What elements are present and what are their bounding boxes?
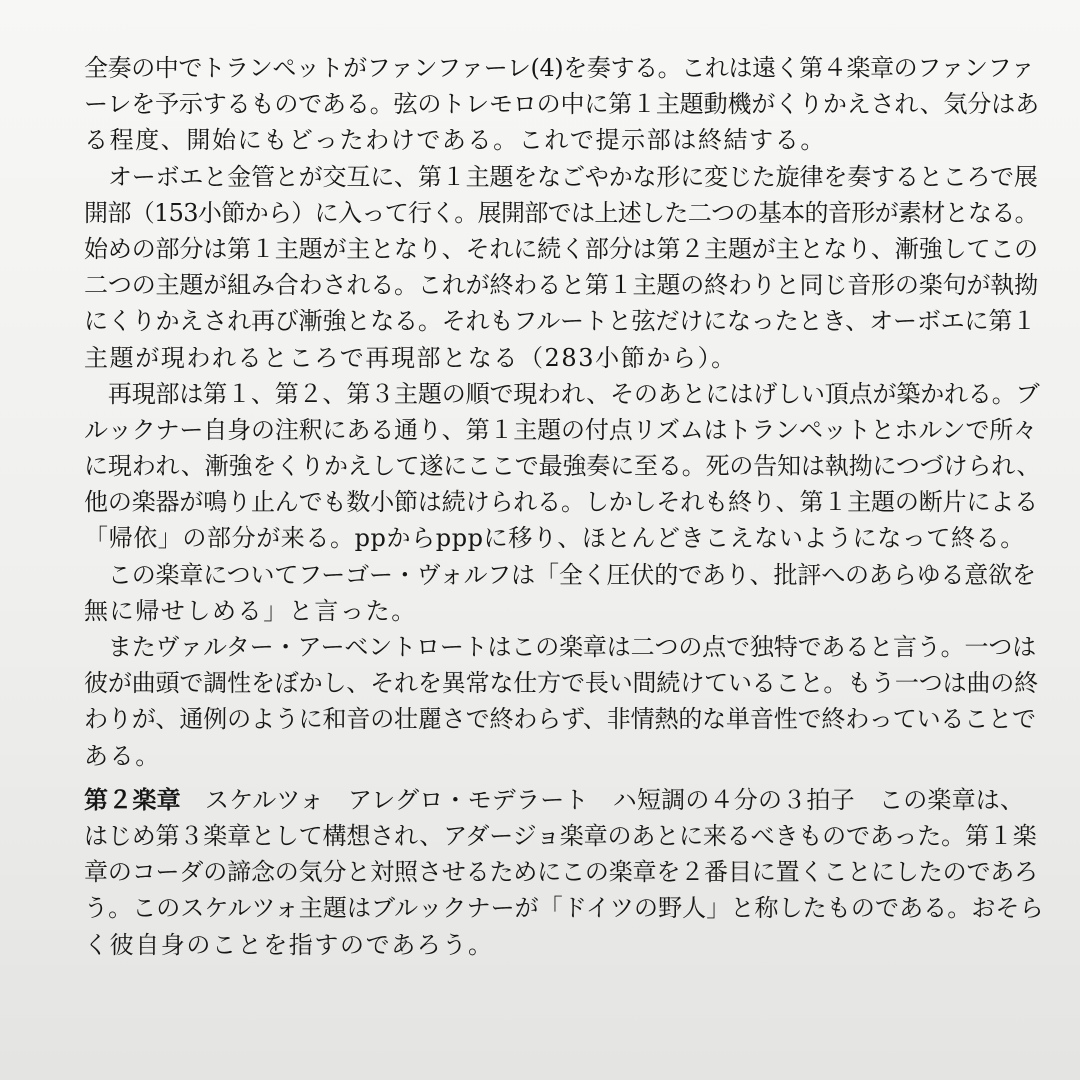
text-line: 全奏の中でトランペットがファンファーレ(4)を奏する。これは遠く第４楽章のファンファ	[84, 54, 1035, 82]
text-line: 「帰依」の部分が来る。ppからpppに移り、ほとんどきこえないようになって終る。	[84, 524, 1025, 553]
text-line: はじめ第３楽章として構想され、アダージョ楽章のあとに来るべきものであった。第１楽	[84, 821, 1037, 850]
paragraph	[84, 629, 1044, 774]
text-line: 章のコーダの諦念の気分と対照させるためにこの楽章を２番目に置くことにしたのであろ	[84, 858, 1038, 887]
text-line: 再現部は第１、第２、第３主題の順で現われ、そのあとにはげしい頂点が築かれる。ブ	[84, 379, 1040, 408]
text-line: う。このスケルツォ主題はブルックナーが「ドイツの野人」と称したものである。おそら	[84, 894, 1044, 923]
text-line: わりが、通例のように和音の壮麗さで終わらず、非情熱的な単音性で終わっていることで	[84, 705, 1036, 734]
text-line: またヴァルター・アーベントロートはこの楽章は二つの点で独特であると言う。一つは	[84, 633, 1037, 661]
text-line: 彼が曲頭で調性をぼかし、それを異常な仕方で長い間続けていること。もう一つは曲の終	[84, 669, 1038, 698]
text-line: オーボエと金管とが交互に、第１主題をなごやかな形に変じた旋律を奏するところで展	[84, 162, 1038, 191]
text-line: ある。	[84, 741, 161, 770]
paragraph	[84, 376, 1044, 557]
text-line: く彼自身のことを指すのであろう。	[84, 930, 494, 959]
paragraph	[84, 557, 1044, 629]
paragraph	[84, 50, 1044, 159]
text-line: 主題が現われるところで再現部となる（283小節から）。	[84, 343, 737, 372]
text-line: 他の楽器が鳴り止んでも数小節は続けられる。しかしそれも終り、第１主題の断片による	[84, 488, 1038, 517]
text-line: 始めの部分は第１主題が主となり、それに続く部分は第２主題が主となり、漸強してこの	[84, 234, 1038, 263]
text-line: る程度、開始にもどったわけである。これで提示部は終結する。	[84, 126, 826, 155]
page-text	[84, 50, 1044, 963]
text-line: に現われ、漸強をくりかえして遂にここで最強奏に至る。死の告知は執拗につづけられ、	[84, 452, 1041, 481]
text-line: 無に帰せしめる」と言った。	[84, 596, 417, 625]
text-line: 二つの主題が組み合わされる。これが終わると第１主題の終わりと同じ音形の楽句が執拗	[84, 271, 1038, 300]
movement-heading: 第２楽章	[84, 784, 181, 814]
text-line: この楽章についてフーゴー・ヴォルフは「全く圧伏的であり、批評へのあらゆる意欲を	[84, 560, 1036, 589]
movement-heading-rest: スケルツォ アレグロ・モデラート ハ短調の４分の３拍子 この楽章は、	[180, 785, 1025, 814]
text-line: にくりかえされ再び漸強となる。それもフルートと弦だけになったとき、オーボエに第１	[84, 307, 1037, 336]
text-line: ーレを予示するものである。弦のトレモロの中に第１主題動機がくりかえされ、気分はあ	[84, 90, 1039, 119]
text-line	[84, 782, 1044, 818]
text-line: 開部（153小節から）に入って行く。展開部では上述した二つの基本的音形が素材となる。	[84, 198, 1039, 227]
movement-2-section	[84, 782, 1044, 963]
text-line: ルックナー自身の注釈にある通り、第１主題の付点リズムはトランペットとホルンで所々	[84, 415, 1037, 444]
paragraph	[84, 159, 1044, 376]
